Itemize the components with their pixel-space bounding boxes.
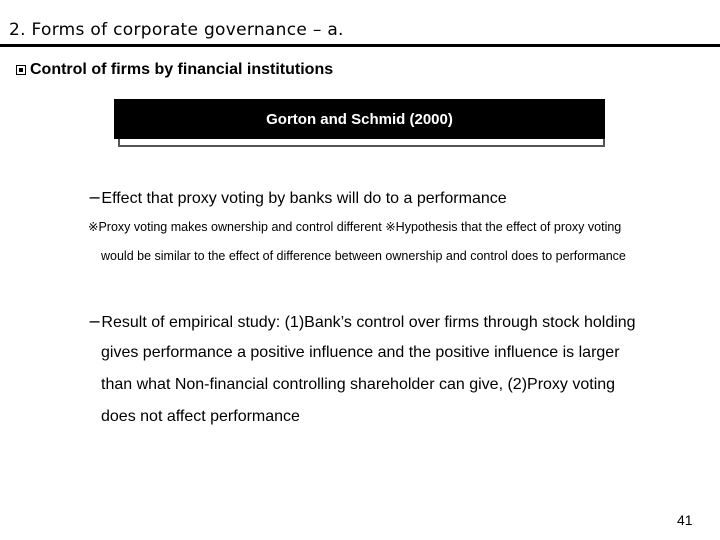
result-line-4: does not affect performance	[101, 408, 300, 425]
result-point	[88, 312, 636, 332]
square-bullet-icon	[16, 65, 26, 75]
reference-box	[114, 99, 605, 139]
title-divider	[0, 44, 720, 47]
section-header	[16, 60, 333, 80]
effect-text: Effect that proxy voting by banks will do to a performance	[101, 190, 507, 207]
note-line-2: would be similar to the effect of difference between ownership and control does to performance	[101, 249, 626, 263]
result-line-3: than what Non-financial controlling shareholder can give, (2)Proxy voting	[101, 376, 616, 393]
dash-bullet-icon: −	[88, 312, 102, 331]
result-line-1: Result of empirical study: (1)Bank’s control over firms through stock holding	[101, 314, 636, 331]
page-number: 41	[677, 512, 693, 528]
dash-bullet-icon: −	[88, 188, 102, 207]
reference-label: Gorton and Schmid (2000)	[266, 110, 453, 128]
slide-title: 2. Forms of corporate governance – a.	[9, 20, 344, 40]
result-line-2: gives performance a positive influence and the positive influence is larger	[101, 344, 620, 361]
reference-box-shadow	[118, 139, 605, 147]
note-line-1: ※Proxy voting makes ownership and control different ※Hypothesis that the effect of proxy voting	[88, 220, 622, 234]
effect-point	[88, 188, 507, 208]
section-heading: Control of firms by financial institutions	[30, 61, 334, 78]
